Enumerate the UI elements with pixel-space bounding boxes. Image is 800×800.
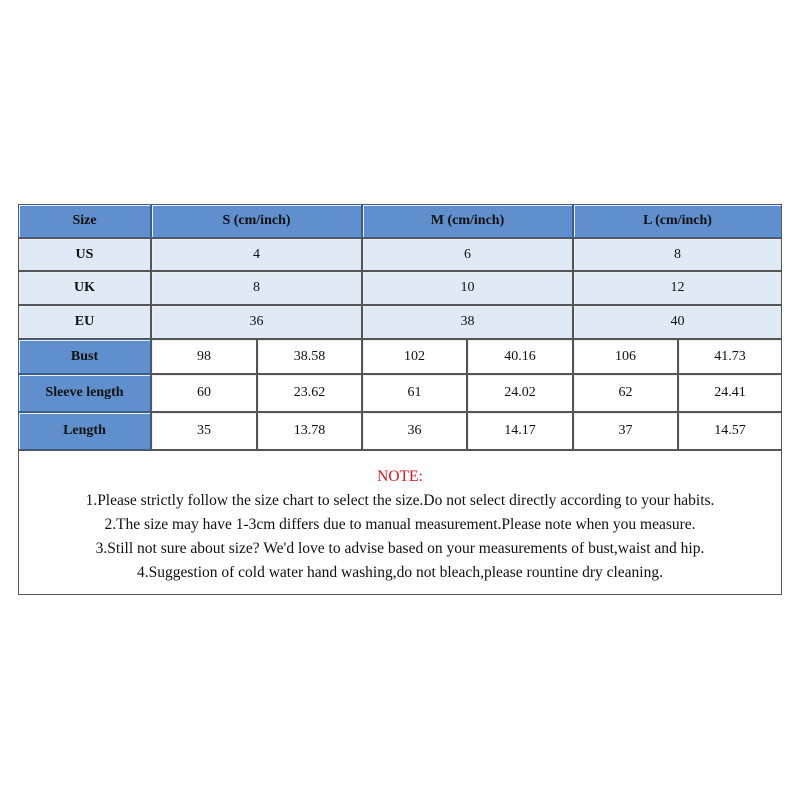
table-cell: 8 [573,238,782,271]
table-cell: 41.73 [678,339,782,374]
table-cell: 35 [151,412,257,450]
header-size-label: Size [18,204,151,238]
table-cell: 14.57 [678,412,782,450]
table-cell: 38 [362,305,573,339]
note-line: 4.Suggestion of cold water hand washing,do not bleach,please rountine dry cleaning. [136,564,663,581]
table-cell: 4 [151,238,362,271]
table-cell: 14.17 [467,412,573,450]
note-line: 1.Please strictly follow the size chart to select the size.Do not select directly according to your habits. [85,492,715,509]
table-cell: 106 [573,339,678,374]
table-cell: 40 [573,305,782,339]
row-label: UK [18,271,151,305]
table-cell: 38.58 [257,339,362,374]
note-line: 3.Still not sure about size? We'd love to advise based on your measurements of bust,waist and hip. [95,540,705,557]
table-cell: 37 [573,412,678,450]
note-title: NOTE: [377,468,423,485]
table-cell: 23.62 [257,374,362,412]
table-cell: 40.16 [467,339,573,374]
note-box [18,450,782,595]
table-cell: 8 [151,271,362,305]
table-cell: 24.41 [678,374,782,412]
row-label: EU [18,305,151,339]
table-cell: 13.78 [257,412,362,450]
table-cell: 24.02 [467,374,573,412]
header-size-column: L (cm/inch) [573,204,782,238]
table-cell: 36 [151,305,362,339]
table-cell: 62 [573,374,678,412]
header-size-column: S (cm/inch) [151,204,362,238]
row-label: Bust [18,339,151,374]
table-cell: 10 [362,271,573,305]
row-label: Sleeve length [18,374,151,412]
table-cell: 98 [151,339,257,374]
table-cell: 12 [573,271,782,305]
row-label: US [18,238,151,271]
header-size-column: M (cm/inch) [362,204,573,238]
table-cell: 6 [362,238,573,271]
table-cell: 61 [362,374,467,412]
table-cell: 102 [362,339,467,374]
row-label: Length [18,412,151,450]
table-cell: 60 [151,374,257,412]
table-cell: 36 [362,412,467,450]
note-line: 2.The size may have 1-3cm differs due to manual measurement.Please note when you measure. [104,516,696,533]
